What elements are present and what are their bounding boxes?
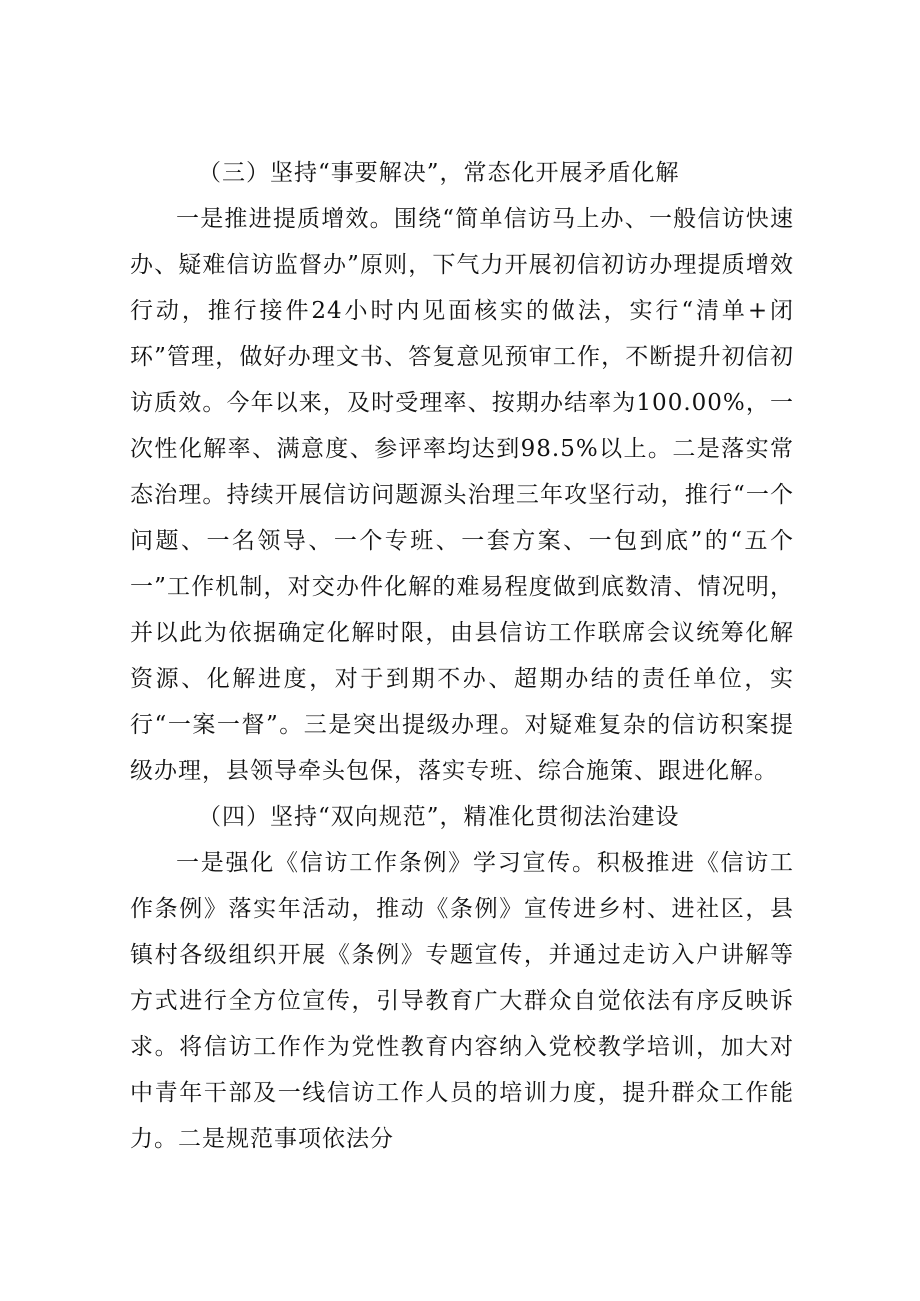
section-paragraph: 一是推进提质增效。围绕“简单信访马上办、一般信访快速办、疑难信访监督办”原则，下气力开展初信初访办理提质增效行动，推行接件24小时内见面核实的做法，实行“清单+闭环”管理，做好办理文书、答复意见预审工作，不断提升初信初访质效。今年以来，及时受理率、按期办结率为100.00%，一次性化解率、满意度、参评率均达到98.5%以上。二是落实常态治理。持续开展信访问题源头治理三年攻坚行动，推行“一个问题、一名领导、一个专班、一套方案、一包到底”的“五个一”工作机制，对交办件化解的难易程度做到底数清、情况明，并以此为依据确定化解时限，由县信访工作联席会议统筹化解资源、化解进度，对于到期不办、超期办结的责任单位，实行“一案一督”。三是突出提级办理。对疑难复杂的信访积案提级办理，县领导牵头包保，落实专班、综合施策、跟进化解。 bbox=[130, 206, 794, 784]
document-body bbox=[130, 150, 794, 1162]
section-heading: （四）坚持“双向规范”，精准化贯彻法治建设 bbox=[198, 804, 680, 830]
section-heading: （三）坚持“事要解决”，常态化开展矛盾化解 bbox=[198, 160, 680, 186]
section-three bbox=[130, 150, 794, 794]
section-four bbox=[130, 794, 794, 1162]
section-paragraph: 一是强化《信访工作条例》学习宣传。积极推进《信访工作条例》落实年活动，推动《条例》宣传进乡村、进社区，县镇村各级组织开展《条例》专题宣传，并通过走访入户讲解等方式进行全方位宣传，引导教育广大群众自觉依法有序反映诉求。将信访工作作为党性教育内容纳入党校教学培训，加大对中青年干部及一线信访工作人员的培训力度，提升群众工作能力。二是规范事项依法分 bbox=[130, 850, 794, 1152]
